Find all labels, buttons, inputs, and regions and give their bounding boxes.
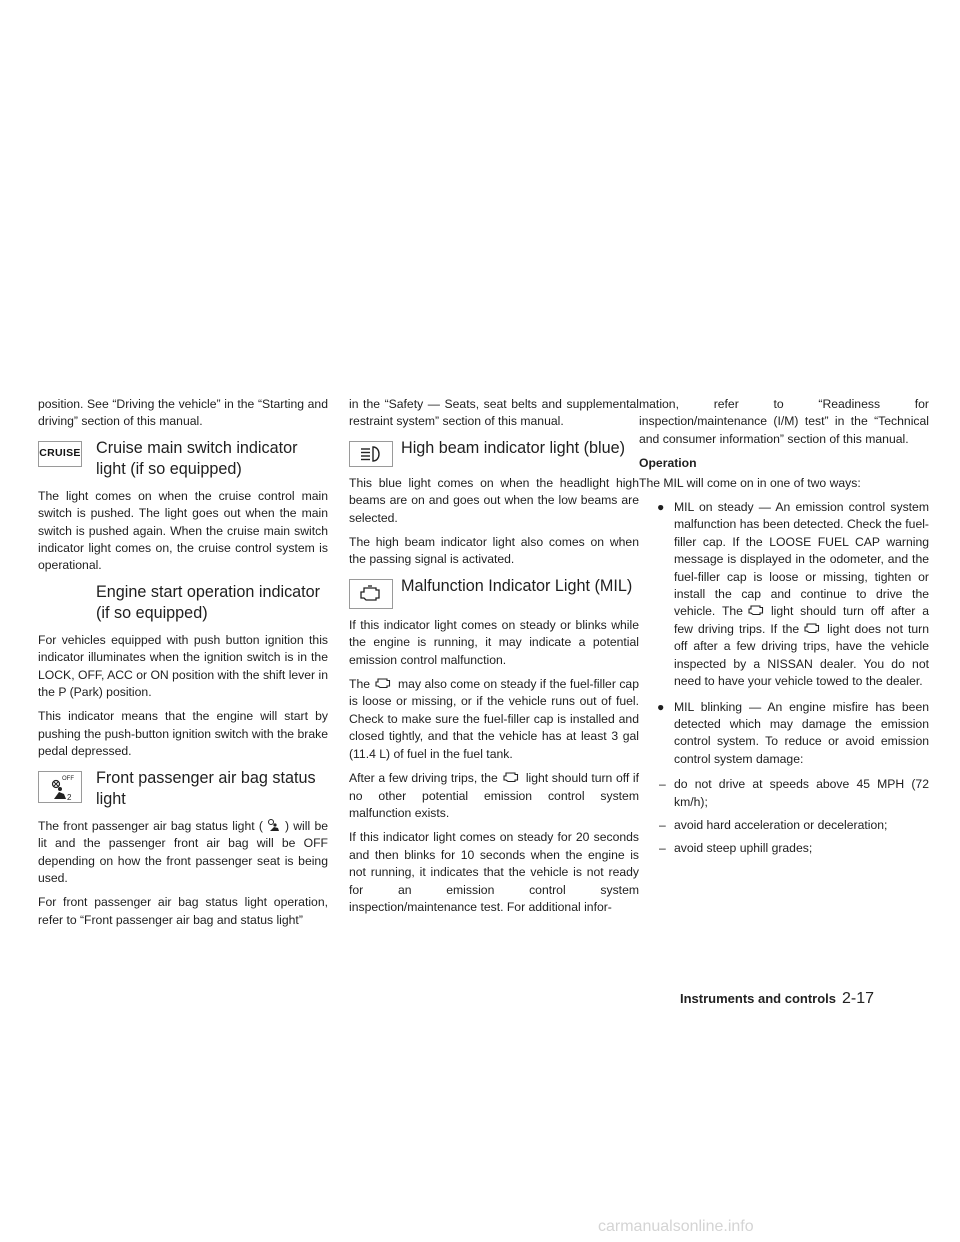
bullet-1-c: light does not turn off after a few driving trips, have the vehicle inspected by a NISSAN dealer. You do not need to have your vehicle towed to the dealer. [674,621,929,689]
check-engine-inline-icon [746,603,768,617]
airbag-icon-num: 2 [67,792,72,801]
cruise-body: The light comes on when the cruise control main switch is pushed. The light goes out when the main switch is pushed again. When the cruise main switch indicator light comes on, the cruise control system is operational. [38,488,328,573]
engine-start-body-2: This indicator means that the engine will start by pushing the push-button ignition switch with the brake pedal depressed. [38,709,328,759]
section-mil [349,576,639,609]
page-number: 2-17 [842,990,875,1007]
airbag-body-1 [38,818,328,888]
check-engine-inline-icon [802,621,824,635]
high-beam-icon [349,441,393,467]
dash-item-3: avoid steep uphill grades; [674,841,813,856]
bullet-1-a: MIL on steady — An emission control system malfunction has been detected. Check the fuel-filler cap. If the LOOSE FUEL CAP warning message is displayed in the odometer, and the fuel-filler cap is loose or missing, tighten or install the cap and continue to drive the vehicle. The [674,500,929,619]
dash-item-1: do not drive at speeds above 45 MPH (72 km/h); [674,777,929,809]
dash-item [639,776,929,811]
dash-item-2: avoid hard acceleration or deceleration; [674,817,888,832]
column-right [639,396,929,864]
bullet-2-text: MIL blinking — An engine misfire has been detected which may damage the emission control system. To reduce or avoid emission control system damage: [674,699,929,766]
paragraph-continued: in the “Safety — Seats, seat belts and supplemental restraint system” section of this manual. [349,397,639,429]
airbag-body-1-a: The front passenger air bag status light ( [38,818,263,833]
airbag-status-icon [38,771,82,803]
paragraph-continued: mation, refer to “Readiness for inspection/maintenance (I/M) test” in the “Technical and consumer information” section of this manual. [639,397,929,446]
mil-body-3-b: light should turn off if no other potential emission control system malfunction exists. [349,771,639,820]
mil-body-2-b: may also come on steady if the fuel-filler cap is loose or missing, or if the vehicle runs out of fuel. Check to make sure the fuel-filler cap is installed and closed tightly, and that the vehicle has at least 3 gal (11.4 L) of fuel in the fuel tank. [349,677,639,761]
damage-avoidance-list [639,776,929,858]
dash-icon: – [659,777,666,792]
airbag-heading: Front passenger air bag status light [96,768,316,808]
airbag-body-2: For front passenger air bag status light operation, refer to “Front passenger air bag and status light” [38,895,328,927]
operation-title: Operation [639,456,697,471]
operation-intro: The MIL will come on in one of two ways: [639,475,861,490]
mil-body-2 [349,676,639,763]
column-left [38,396,328,936]
airbag-icon-off: OFF [62,775,74,782]
dash-icon: – [659,841,666,856]
bullet-mil-blinking [639,699,929,769]
high-beam-body-2: The high beam indicator light also comes on when the passing signal is activated. [349,535,639,567]
check-engine-inline-icon [501,770,523,784]
high-beam-body-1: This blue light comes on when the headlight high beams are on and goes out when the low beams are selected. [349,475,639,525]
mil-body-4: If this indicator light comes on steady for 20 seconds and then blinks for 10 seconds when the engine is not running, it indicates that the vehicle is not ready for an emission control system inspection/maintenance test. For additional infor- [349,830,639,914]
watermark: carmanualsonline.info [598,1218,754,1235]
section-airbag [38,768,328,810]
operation-bullets [639,499,929,768]
bullet-icon: ● [657,699,665,714]
mil-body-3 [349,770,639,822]
mil-heading: Malfunction Indicator Light (MIL) [401,576,633,595]
bullet-icon: ● [657,500,665,515]
footer-section-title: Instruments and controls [680,991,837,1006]
cruise-indicator-icon [38,441,82,467]
section-engine-start [38,582,328,624]
engine-start-heading: Engine start operation indicator (if so equipped) [96,582,321,622]
bullet-mil-steady [639,499,929,690]
page-footer [680,990,874,1008]
mil-body-1: If this indicator light comes on steady or blinks while the engine is running, it may indicate a potential emission control malfunction. [349,617,639,667]
mil-body-3-a: After a few driving trips, the [349,771,498,786]
engine-start-body-1: For vehicles equipped with push button ignition this indicator illuminates when the ignition switch is in the LOCK, OFF, ACC or ON position with the shift lever in the P (Park) position. [38,632,328,700]
check-engine-icon [349,579,393,609]
dash-icon: – [659,817,666,832]
section-cruise [38,438,328,480]
high-beam-heading: High beam indicator light (blue) [401,438,626,457]
engine-start-indicator-icon [38,585,82,611]
airbag-inline-icon [266,818,282,832]
dash-item [639,840,929,857]
bullet-1-b: light should turn off after a few driving trips. If the [674,604,929,636]
mil-body-2-a: The [349,677,371,692]
column-middle [349,396,639,923]
cruise-heading: Cruise main switch indicator light (if so equipped) [96,438,298,478]
section-high-beam [349,438,639,467]
check-engine-inline-icon [373,676,395,690]
airbag-body-1-b: ) will be lit and the passenger front air bag will be OFF depending on how the front passenger seat is being used. [38,818,328,885]
paragraph-continued: position. See “Driving the vehicle” in the “Starting and driving” section of this manual. [38,397,328,429]
cruise-icon-label: CRUISE [39,447,81,460]
dash-item [639,817,929,834]
